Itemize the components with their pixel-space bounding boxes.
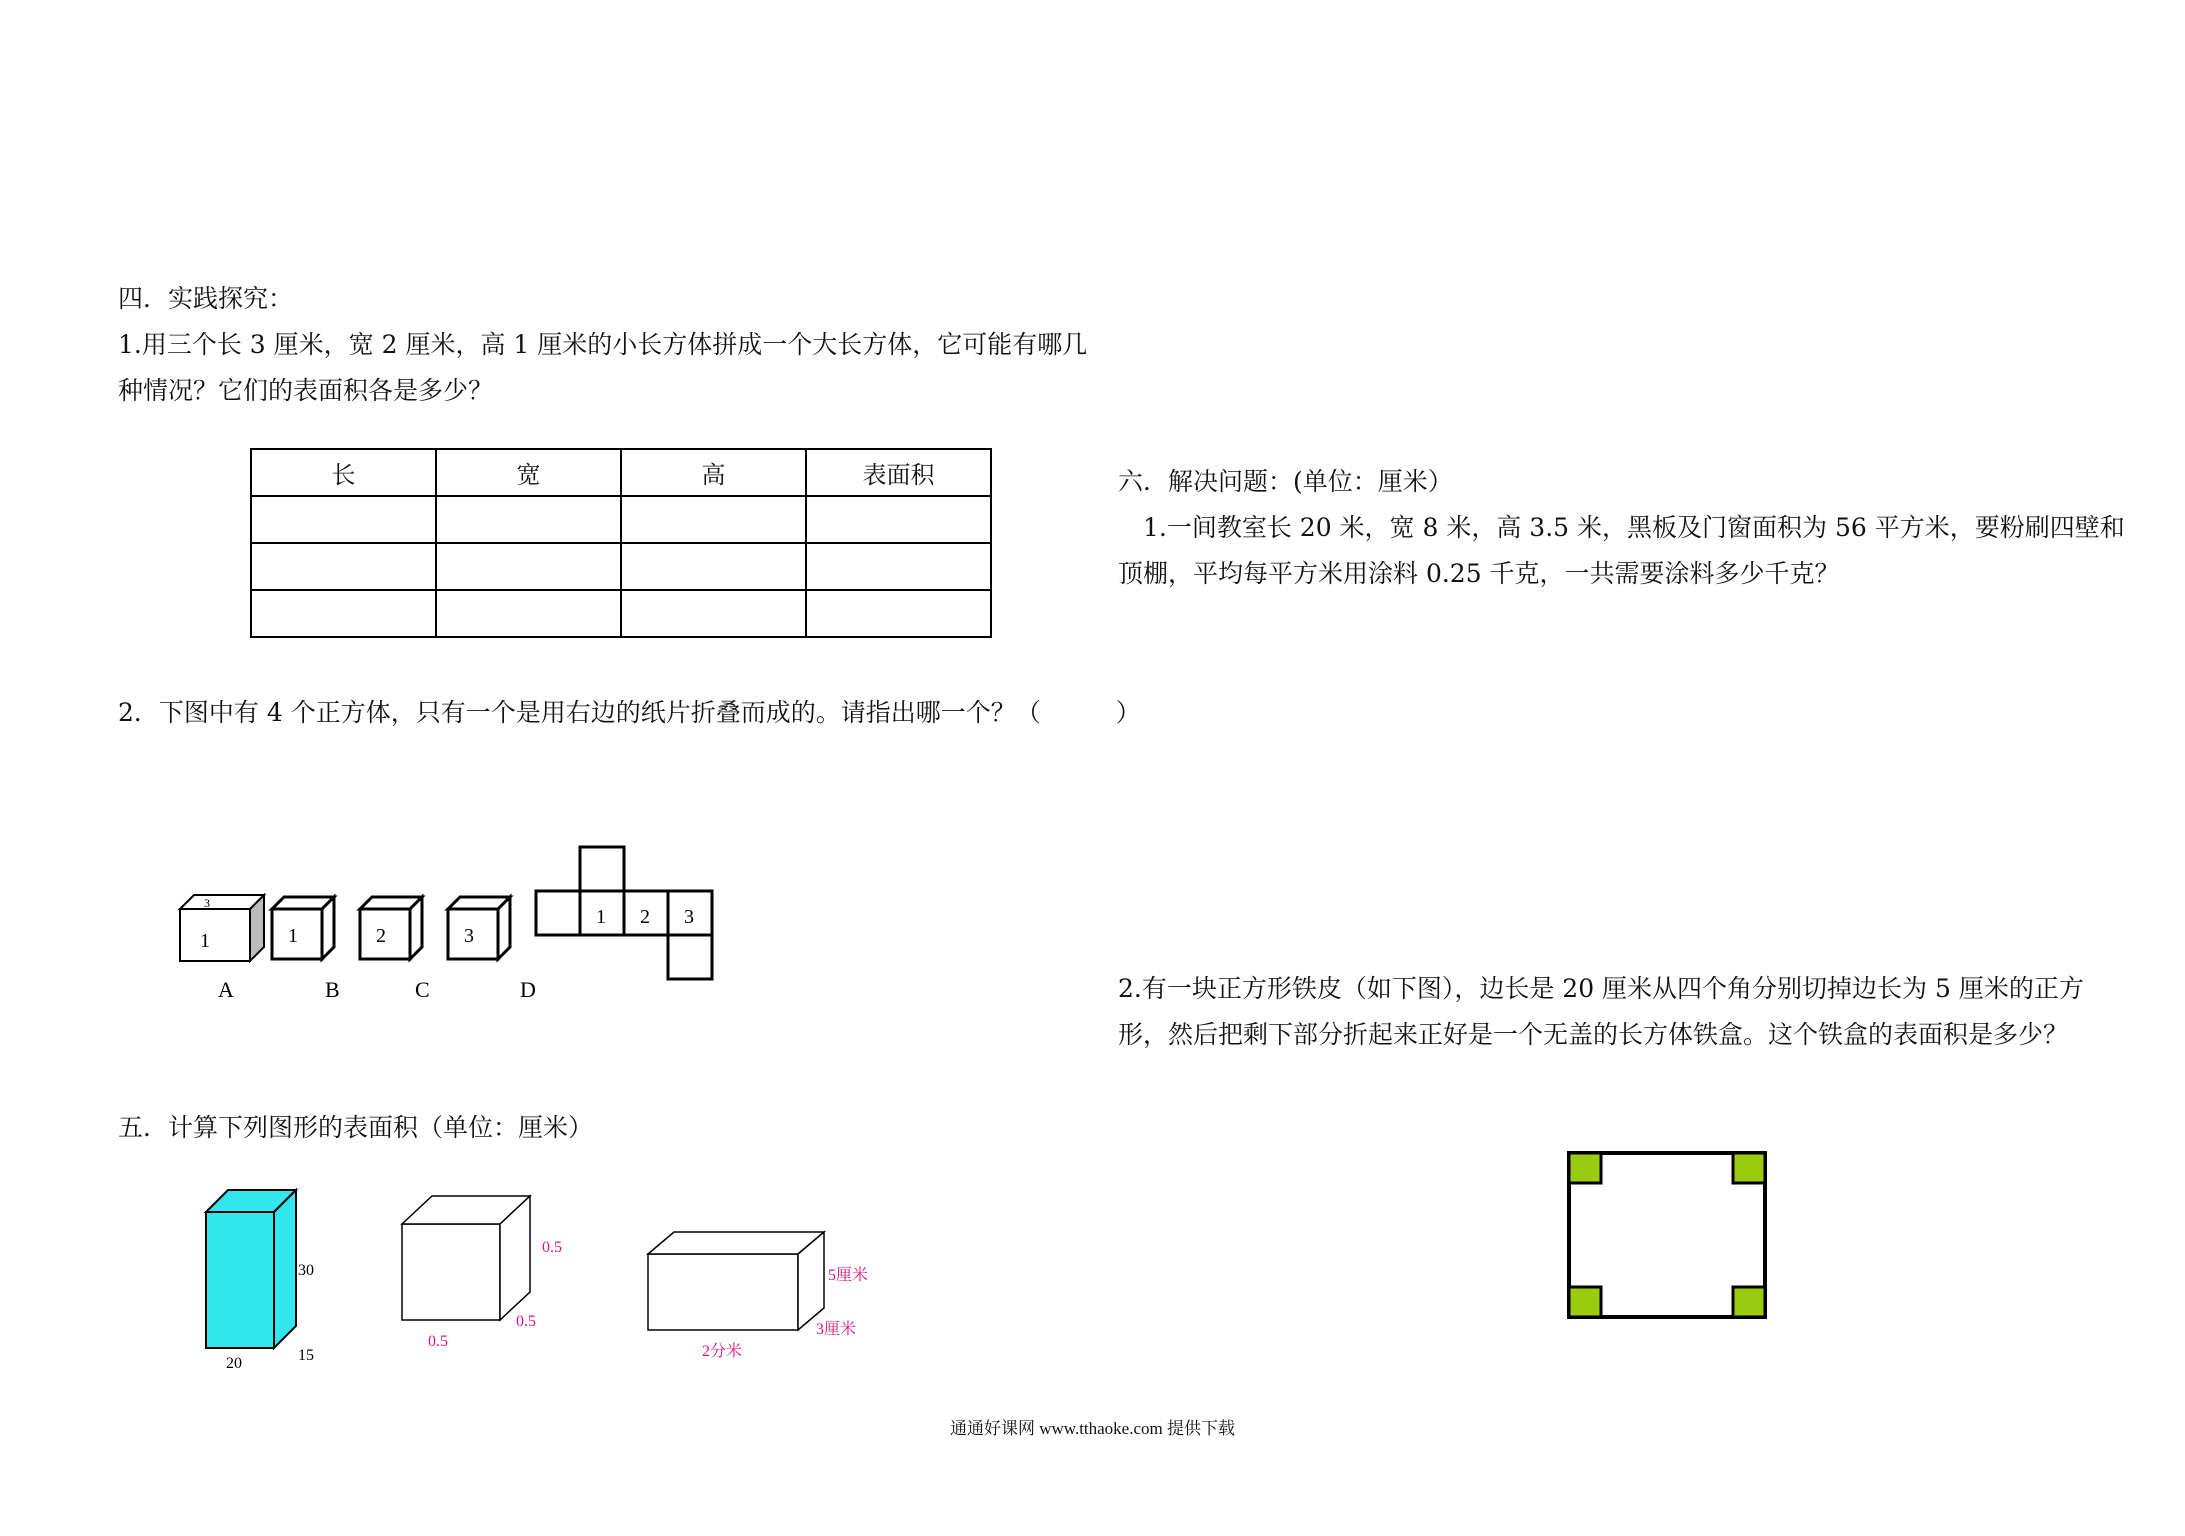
cube-option-a [180,895,264,1002]
answer-table [250,448,992,638]
white-cube [402,1196,562,1350]
question-6-1-line2: 顶棚，平均每平方米用涂料 0.25 千克，一共需要涂料多少千克？ [1118,559,1840,588]
question-4-2: 2．下图中有 4 个正方体，只有一个是用右边的纸片折叠而成的。请指出哪一个？（ ） [118,698,1141,727]
option-label-a: A [218,977,234,1002]
cube-right-edge-label: 0.5 [542,1239,562,1256]
question-6-2-line2: 形，然后把剩下部分折起来正好是一个无盖的长方体铁盒。这个铁盒的表面积是多少？ [1118,1020,2069,1049]
cube-d-front-label: 3 [464,925,474,947]
net-label-1: 1 [596,906,606,928]
box-height-label: 5厘米 [828,1267,869,1284]
section5-heading: 五．计算下列图形的表面积（单位：厘米） [118,1113,594,1142]
section4-heading: 四．实践探究： [118,284,294,313]
table-header-width: 宽 [436,449,621,496]
table-header-height: 高 [621,449,806,496]
prism-front-face [206,1212,274,1348]
table-cell [806,590,991,637]
question-6-2-line1: 2.有一块正方形铁皮（如下图），边长是 20 厘米从四个角分别切掉边长为 5 厘米的正方 [1118,974,2084,1003]
footer-credit: 通通好课网 www.tthaoke.com 提供下载 [949,1419,1236,1438]
table-cell [251,496,436,543]
table-row [251,496,991,543]
table-cell [621,496,806,543]
table-row [251,590,991,637]
cube-depth-edge-label: 0.5 [516,1313,536,1330]
cube-option-d [448,897,536,1002]
cube-c-front-label: 2 [376,925,386,947]
solids-figure [190,1180,900,1380]
cube-b-front-label: 1 [288,925,298,947]
prism-depth-label: 15 [298,1347,314,1364]
corner-cut-bottom-right [1733,1287,1765,1317]
table-header-surface-area: 表面积 [806,449,991,496]
table-header-length: 长 [251,449,436,496]
white-box [648,1232,868,1360]
cube-a-front-label: 1 [200,930,210,952]
iron-sheet-figure [1566,1150,1776,1325]
prism-side-face [274,1190,296,1348]
table-cell [806,543,991,590]
table-cell [251,543,436,590]
table-cell [806,496,991,543]
prism-height-label: 30 [298,1262,314,1279]
cube-bottom-edge-label: 0.5 [428,1333,448,1350]
cube-options-figure [150,835,750,1010]
option-label-d: D [520,977,536,1002]
corner-cut-top-right [1733,1153,1765,1183]
question-4-1-line1: 1.用三个长 3 厘米，宽 2 厘米，高 1 厘米的小长方体拼成一个大长方体，它可能有哪几 [118,330,1088,359]
question-4-1-line2: 种情况？它们的表面积各是多少？ [118,376,494,405]
question-6-1-line1: 1.一间教室长 20 米，宽 8 米，高 3.5 米，黑板及门窗面积为 56 平方米，要粉刷四壁和 [1143,513,2125,542]
table-cell [436,543,621,590]
section6-heading: 六．解决问题：(单位：厘米） [1118,467,1453,496]
table-header-row [251,449,991,496]
table-cell [251,590,436,637]
option-label-c: C [415,977,430,1002]
table-cell [621,543,806,590]
corner-cut-top-left [1569,1153,1601,1183]
box-length-label: 2分米 [702,1343,743,1360]
table-cell [436,590,621,637]
cube-option-c [360,897,430,1002]
table-cell [621,590,806,637]
net-label-3: 3 [684,906,694,928]
table-cell [436,496,621,543]
option-label-b: B [325,977,340,1002]
cyan-prism [206,1190,314,1372]
table-row [251,543,991,590]
net-label-2: 2 [640,906,650,928]
box-depth-label: 3厘米 [816,1321,857,1338]
corner-cut-bottom-left [1569,1287,1601,1317]
cube-a-top-label: 3 [204,896,210,910]
prism-width-label: 20 [226,1355,242,1372]
cube-option-b [272,897,340,1002]
